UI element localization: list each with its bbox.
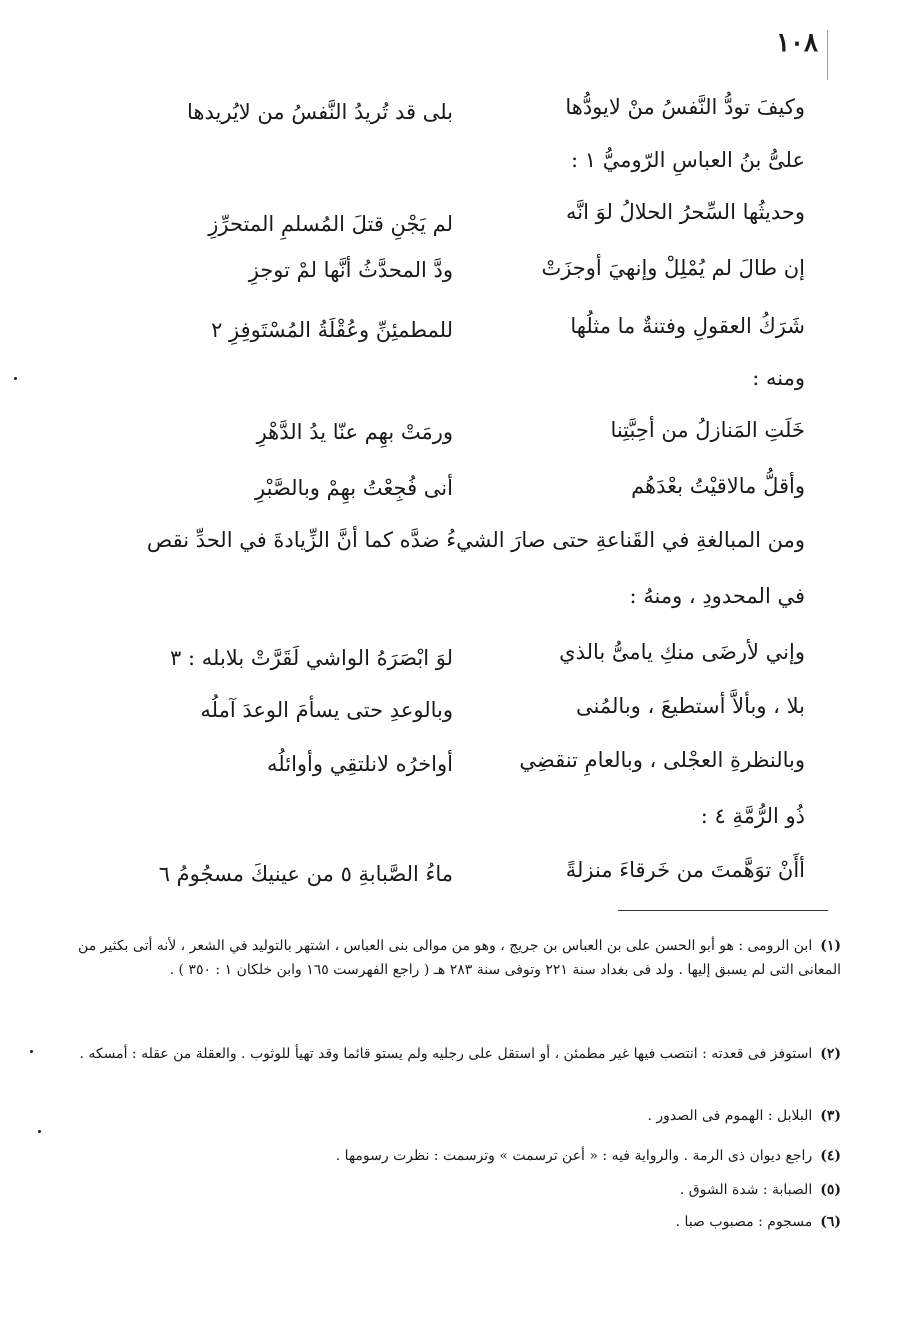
footnote-number: (٣) xyxy=(820,1108,841,1124)
verse-second-hemistich: وبالوعدِ حتى يسأمَ الوعدَ آملُه xyxy=(200,698,453,722)
footnote xyxy=(78,1210,841,1234)
verse-first-hemistich: خَلَتِ المَنازلُ من أحِبَّتِنا xyxy=(610,418,805,442)
footnote-text: استوفز فى قعدته : انتصب فيها غير مطمئن ، أو استقل على رجليه ولم يستو قائما وقد تهيأ للوثوب . والعقلة من عقله : أمسكه . xyxy=(79,1046,813,1062)
verse-second-hemistich: أنى فُجِعْتُ بهِمْ وبالصَّبْرِ xyxy=(255,476,453,500)
verse-second-hemistich: ودَّ المحدَّثُ أنَّها لمْ توجزِ xyxy=(248,258,453,282)
verse-second-hemistich: بلى قد تُريدُ النَّفسُ من لايُريدها xyxy=(187,100,453,124)
footnote-number: (٤) xyxy=(820,1148,841,1164)
footnote xyxy=(78,1144,841,1168)
poet-attribution: علىُّ بنُ العباسِ الرّوميُّ ١ : xyxy=(570,148,805,172)
verse-second-hemistich: لم يَجْنِ قتلَ المُسلمِ المتحرِّزِ xyxy=(208,212,453,236)
poet-attribution: ذُو الرُّمَّةِ ٤ : xyxy=(700,804,805,828)
footnote-text: البلابل : الهموم فى الصدور . xyxy=(647,1108,813,1124)
footnote-text: ابن الرومى : هو أبو الحسن على بن العباس بن جريج ، وهو من موالى بنى العباس ، اشتهر بالتوليد في الشعر ، لأنه أتى بكثير من المعانى التى لم يسبق إليها . ولد فى بغداد سنة ٢٢١ وتوفى سنة ٢٨٣ هـ ( راجع الفهرست ١٦٥ وابن خلكان ١ : ٣٥٠ ) . xyxy=(78,938,841,978)
margin-rule xyxy=(826,30,828,80)
scan-speck xyxy=(30,1050,33,1053)
scan-speck xyxy=(38,1130,41,1133)
footnote-text: الصبابة : شدة الشوق . xyxy=(679,1182,813,1198)
footnote xyxy=(78,1042,841,1066)
footnote-text: راجع ديوان ذى الرمة . والرواية فيه : « أعن ترسمت » وترسمت : نظرت رسومها . xyxy=(335,1148,813,1164)
verse-second-hemistich: ورمَتْ بهِم عنّا يدُ الدَّهْرِ xyxy=(256,420,453,444)
footnote-text: مسجوم : مصبوب صبا . xyxy=(675,1214,813,1230)
page-number: ١٠٨ xyxy=(776,28,818,58)
prose-line: في المحدودِ ، ومنهُ : xyxy=(629,584,805,608)
scan-speck xyxy=(14,377,17,380)
footnote xyxy=(78,1104,841,1128)
section-intro: ومنه : xyxy=(752,366,805,390)
verse-second-hemistich: للمطمئِنِّ وعُقْلَةُ المُسْتَوفِزِ ٢ xyxy=(211,318,453,342)
verse-first-hemistich: أأَنْ توَهَّمتَ من خَرقاءَ منزلةً xyxy=(565,858,805,882)
verse-first-hemistich: شَرَكُ العقولِ وفتنةٌ ما مثلُها xyxy=(570,314,805,338)
footnote-separator xyxy=(618,910,828,911)
verse-first-hemistich: إن طالَ لم يُمْلِلْ وإنهيَ أوجزَتْ xyxy=(541,256,805,280)
footnote xyxy=(78,1178,841,1202)
verse-first-hemistich: بلا ، وبألاَّ أستطيعَ ، وبالمُنى xyxy=(576,694,805,718)
footnote-number: (١) xyxy=(820,938,841,954)
verse-second-hemistich: ماءُ الصَّبابةِ ٥ من عينيكَ مسجُومُ ٦ xyxy=(158,862,453,886)
footnote-number: (٢) xyxy=(820,1046,841,1062)
verse-first-hemistich: وبالنظرةِ العجْلى ، وبالعامِ تنقضِي xyxy=(519,748,805,772)
prose-line: ومن المبالغةِ في القَناعةِ حتى صارَ الشيءُ ضدَّه كما أنَّ الزِّيادةَ في الحدِّ نقص xyxy=(146,528,805,552)
footnote xyxy=(78,934,841,982)
verse-second-hemistich: أواخرُه لانلتقِي وأوائلُه xyxy=(267,752,453,776)
verse-second-hemistich: لوَ ابْصَرَهُ الواشي لَقَرَّتْ بلابله : ٣ xyxy=(170,646,453,670)
verse-first-hemistich: وحديثُها السِّحرُ الحلالُ لوَ انَّه xyxy=(566,200,805,224)
footnote-number: (٦) xyxy=(820,1214,841,1230)
verse-first-hemistich: وأقلُّ مالاقيْتُ بعْدَهُم xyxy=(631,474,805,498)
footnote-number: (٥) xyxy=(820,1182,841,1198)
verse-first-hemistich: وكيفَ تودُّ النَّفسُ منْ لايودُّها xyxy=(565,95,805,119)
verse-first-hemistich: وإني لأرضَى منكِ يامىُّ بالذي xyxy=(559,640,805,664)
